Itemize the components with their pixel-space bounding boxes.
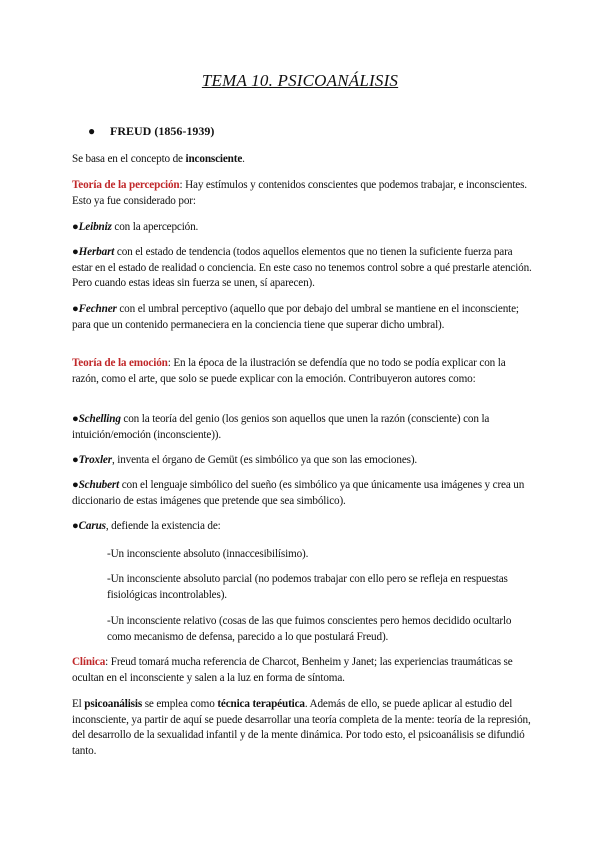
fechner-paragraph: ●Fechner con el umbral perceptivo (aquello que por debajo del umbral se mantiene en el inconsciente; para que un contenido permaneciera en la conciencia tiene que superar dicho umbral). [72,303,519,331]
emocion-heading: Teoría de la emoción [72,357,168,369]
clinica-heading: Clínica [72,656,106,668]
page-title: TEMA 10. PSICOANÁLISIS [201,71,399,90]
author-name: Herbart [78,246,115,258]
bullet-icon: ● [72,303,79,315]
percepcion-paragraph: Teoría de la percepción: Hay estímulos y contenidos conscientes que podemos trabajar, e inconscientes. Esto ya fue considerado por: [72,179,527,207]
bullet-icon: ● [72,454,79,466]
intro-paragraph: Se basa en el concepto de inconsciente. [72,153,245,165]
final-paragraph: El psicoanálisis se emplea como técnica terapéutica. Además de ello, se puede aplicar al estudio del inconsciente, ya partir de aquí se puede desarrollar una teoría completa de la mente: teoría de la represión, del desarrollo de la sexualidad infantil y de la mente dinámica. Por todo esto, el psicoanálisis se difundió tanto. [72,698,531,757]
carus-paragraph: ●Carus, defiende la existencia de: [72,520,221,532]
schubert-paragraph: ●Schubert con el lenguaje simbólico del sueño (es simbólico ya que únicamente usa imágenes y crea un diccionario de estas imágenes que pretende que sea simbólico). [72,479,525,507]
keyword: técnica terapéutica [217,698,305,710]
troxler-paragraph: ●Troxler, inventa el órgano de Gemüt (es simbólico ya que son las emociones). [72,454,418,466]
author-name: Schelling [78,413,121,425]
clinica-paragraph: Clínica: Freud tomará mucha referencia de Charcot, Benheim y Janet; las experiencias traumáticas se ocultan en el inconsciente y salen a la luz en forma de síntoma. [72,656,513,684]
intro-keyword: inconsciente [185,153,243,165]
carus-item: -Un inconsciente absoluto (innaccesibilísimo). [107,548,309,560]
carus-item: -Un inconsciente absoluto parcial (no podemos trabajar con ello pero se refleja en respuestas fisiológicas incontrolables). [107,573,508,601]
bullet-icon: ● [72,520,79,532]
herbart-paragraph: ●Herbart con el estado de tendencia (todos aquellos elementos que no tienen la suficiente fuerza para estar en el estado de realidad o conciencia. En este caso no tenemos control sobre a qué prestarle atención. Pero cuando estas ideas sin fuerza se unen, sí aparecen). [72,246,532,289]
author-name: Fechner [78,303,117,315]
author-name: Schubert [78,479,120,491]
bullet-icon: ● [72,246,79,258]
bullet-icon: ● [88,124,96,138]
carus-item: -Un inconsciente relativo (cosas de las que fuimos conscientes pero hemos decidido ocultarlo como mecanismo de defensa, parecido a lo que postulará Freud). [107,615,512,643]
author-name: Leibniz [78,221,112,233]
leibniz-paragraph: ●Leibniz con la apercepción. [72,221,199,233]
author-name: Troxler [78,454,112,466]
emocion-paragraph: Teoría de la emoción: En la época de la ilustración se defendía que no todo se podía explicar con la razón, como el arte, que solo se puede explicar con la emoción. Contribuyeron autores como: [72,357,506,385]
percepcion-heading: Teoría de la percepción [72,179,180,191]
schelling-paragraph: ●Schelling con la teoría del genio (los genios son aquellos que unen la razón (consciente) con la intuición/emoción (inconsciente)). [72,413,490,441]
bullet-icon: ● [72,413,79,425]
bullet-heading-text: FREUD (1856-1939) [110,124,215,138]
author-name: Carus [78,520,106,532]
keyword: psicoanálisis [84,698,143,710]
bullet-icon: ● [72,479,79,491]
bullet-heading [88,124,214,139]
bullet-icon: ● [72,221,79,233]
